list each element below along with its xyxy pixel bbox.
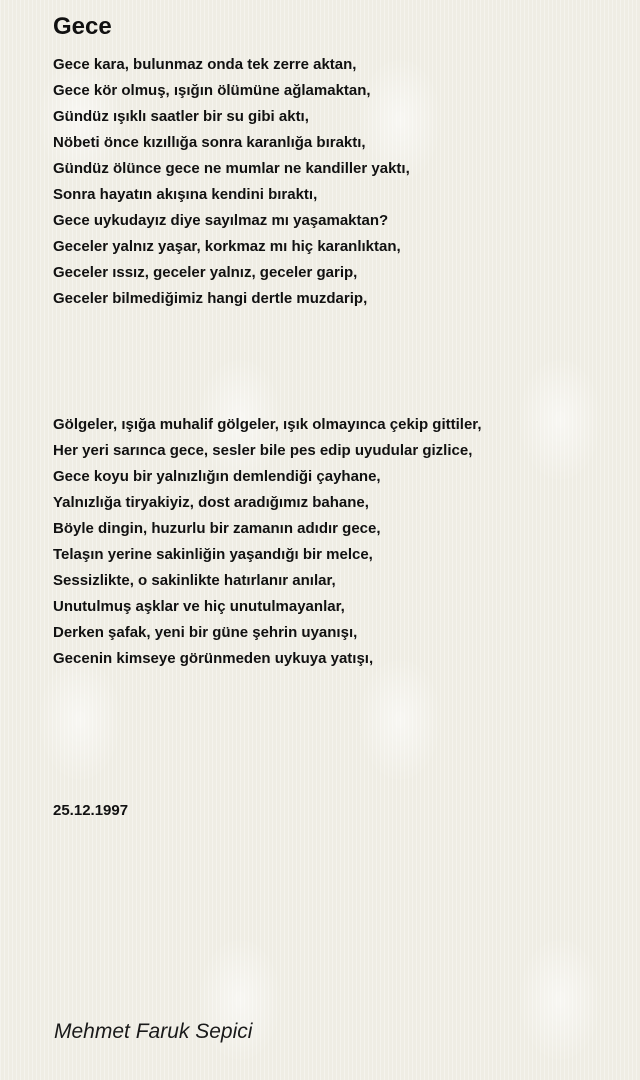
poem-line: Gece kör olmuş, ışığın ölümüne ağlamaktan, <box>53 82 371 99</box>
poem-line: Sessizlikte, o sakinlikte hatırlanır anılar, <box>53 572 336 589</box>
poem-line: Gece koyu bir yalnızlığın demlendiği çayhane, <box>53 468 381 485</box>
stanza-2 <box>53 412 623 672</box>
poem-line: Geceler bilmediğimiz hangi dertle muzdarip, <box>53 290 368 307</box>
poem-date: 25.12.1997 <box>53 802 129 819</box>
poem-line: Geceler yalnız yaşar, korkmaz mı hiç karanlıktan, <box>53 238 401 255</box>
poem-line: Unutulmuş aşklar ve hiç unutulmayanlar, <box>53 598 345 615</box>
poem-line: Her yeri sarınca gece, sesler bile pes edip uyudular gizlice, <box>53 442 473 459</box>
poem-title: Gece <box>53 13 112 40</box>
poem-line: Geceler ıssız, geceler yalnız, geceler garip, <box>53 264 358 281</box>
poem-line: Gölgeler, ışığa muhalif gölgeler, ışık olmayınca çekip gittiler, <box>53 416 482 433</box>
poem-line: Sonra hayatın akışına kendini bıraktı, <box>53 186 318 203</box>
poem-line: Gündüz ışıklı saatler bir su gibi aktı, <box>53 108 309 125</box>
poem-line: Telaşın yerine sakinliğin yaşandığı bir melce, <box>53 546 373 563</box>
poem-line: Nöbeti önce kızıllığa sonra karanlığa bıraktı, <box>53 134 366 151</box>
poem-line: Yalnızlığa tiryakiyiz, dost aradığımız bahane, <box>53 494 369 511</box>
poem-line: Böyle dingin, huzurlu bir zamanın adıdır gece, <box>53 520 381 537</box>
poem-line: Derken şafak, yeni bir güne şehrin uyanışı, <box>53 624 358 641</box>
poem-line: Gece uykudayız diye sayılmaz mı yaşamaktan? <box>53 212 389 229</box>
stanza-1 <box>53 52 623 312</box>
poem-line: Gecenin kimseye görünmeden uykuya yatışı, <box>53 650 374 667</box>
poem-line: Gündüz ölünce gece ne mumlar ne kandiller yaktı, <box>53 160 410 177</box>
poem-line: Gece kara, bulunmaz onda tek zerre aktan, <box>53 56 357 73</box>
poem-author: Mehmet Faruk Sepici <box>54 1020 253 1043</box>
